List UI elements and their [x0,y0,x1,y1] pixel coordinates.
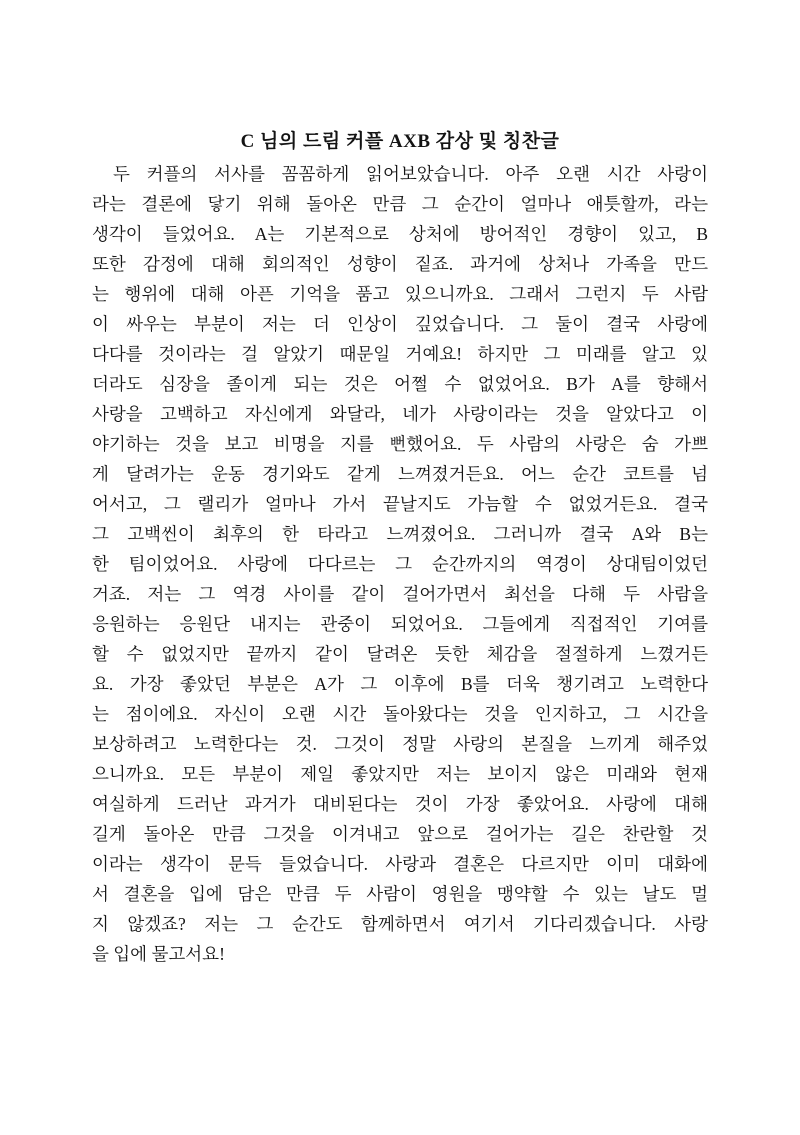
text-line: 길게 돌아온 만큼 그것을 이겨내고 앞으로 걸어가는 길은 찬란할 것 [92,824,708,844]
text-line: 으니까요. 모든 부분이 제일 좋았지만 저는 보이지 않은 미래와 현재 [92,764,708,784]
text-line: 다다를 것이라는 걸 알았기 때문일 거예요! 하지만 그 미래를 알고 있 [92,344,708,364]
text-line: 어서고, 그 랠리가 얼마나 가서 끝날지도 가늠할 수 없었거든요. 결국 [92,494,708,514]
text-line: 그 고백씬이 최후의 한 타라고 느껴졌어요. 그러니까 결국 A와 B는 [92,524,708,544]
text-line: 서 결혼을 입에 담은 만큼 두 사람이 영원을 맹약할 수 있는 날도 멀 [92,884,708,904]
text-line: 두 커플의 서사를 꼼꼼하게 읽어보았습니다. 아주 오랜 시간 사랑이 [113,164,708,184]
text-line: 거죠. 저는 그 역경 사이를 같이 걸어가면서 최선을 다해 두 사람을 [92,584,708,604]
page-title: C 님의 드림 커플 AXB 감상 및 칭찬글 [240,131,560,152]
text-line: 을 입에 물고서요! [92,944,225,964]
text-line: 는 점이에요. 자신이 오랜 시간 돌아왔다는 것을 인지하고, 그 시간을 [92,704,708,724]
text-line: 한 팀이었어요. 사랑에 다다르는 그 순간까지의 역경이 상대팀이었던 [92,554,708,574]
document-content [92,129,708,969]
text-line: 야기하는 것을 보고 비명을 지를 뻔했어요. 두 사람의 사랑은 숨 가쁘 [92,434,708,454]
text-line: 이라는 생각이 문득 들었습니다. 사랑과 결혼은 다르지만 이미 대화에 [92,854,708,874]
text-line: 사랑을 고백하고 자신에게 와달라, 네가 사랑이라는 것을 알았다고 이 [92,404,708,424]
body-paragraph [92,159,708,969]
text-line: 여실하게 드러난 과거가 대비된다는 것이 가장 좋았어요. 사랑에 대해 [92,794,708,814]
text-line: 요. 가장 좋았던 부분은 A가 그 이후에 B를 더욱 챙기려고 노력한다 [92,674,708,694]
text-line: 지 않겠죠? 저는 그 순간도 함께하면서 여기서 기다리겠습니다. 사랑 [92,914,708,934]
text-line: 보상하려고 노력한다는 것. 그것이 정말 사랑의 본질을 느끼게 해주었 [92,734,708,754]
text-line: 생각이 들었어요. A는 기본적으로 상처에 방어적인 경향이 있고, B [92,224,708,244]
text-line: 또한 감정에 대해 회의적인 성향이 짙죠. 과거에 상처나 가족을 만드 [92,254,708,274]
text-line: 할 수 없었지만 끝까지 같이 달려온 듯한 체감을 절절하게 느꼈거든 [92,644,708,664]
text-line: 이 싸우는 부분이 저는 더 인상이 깊었습니다. 그 둘이 결국 사랑에 [92,314,708,334]
text-line: 응원하는 응원단 내지는 관중이 되었어요. 그들에게 직접적인 기여를 [92,614,708,634]
text-line: 게 달려가는 운동 경기와도 같게 느껴졌거든요. 어느 순간 코트를 넘 [92,464,708,484]
text-line: 더라도 심장을 졸이게 되는 것은 어쩔 수 없었어요. B가 A를 향해서 [92,374,708,394]
text-line: 는 행위에 대해 아픈 기억을 품고 있으니까요. 그래서 그런지 두 사람 [92,284,708,304]
text-line: 라는 결론에 닿기 위해 돌아온 만큼 그 순간이 얼마나 애틋할까, 라는 [92,194,708,214]
